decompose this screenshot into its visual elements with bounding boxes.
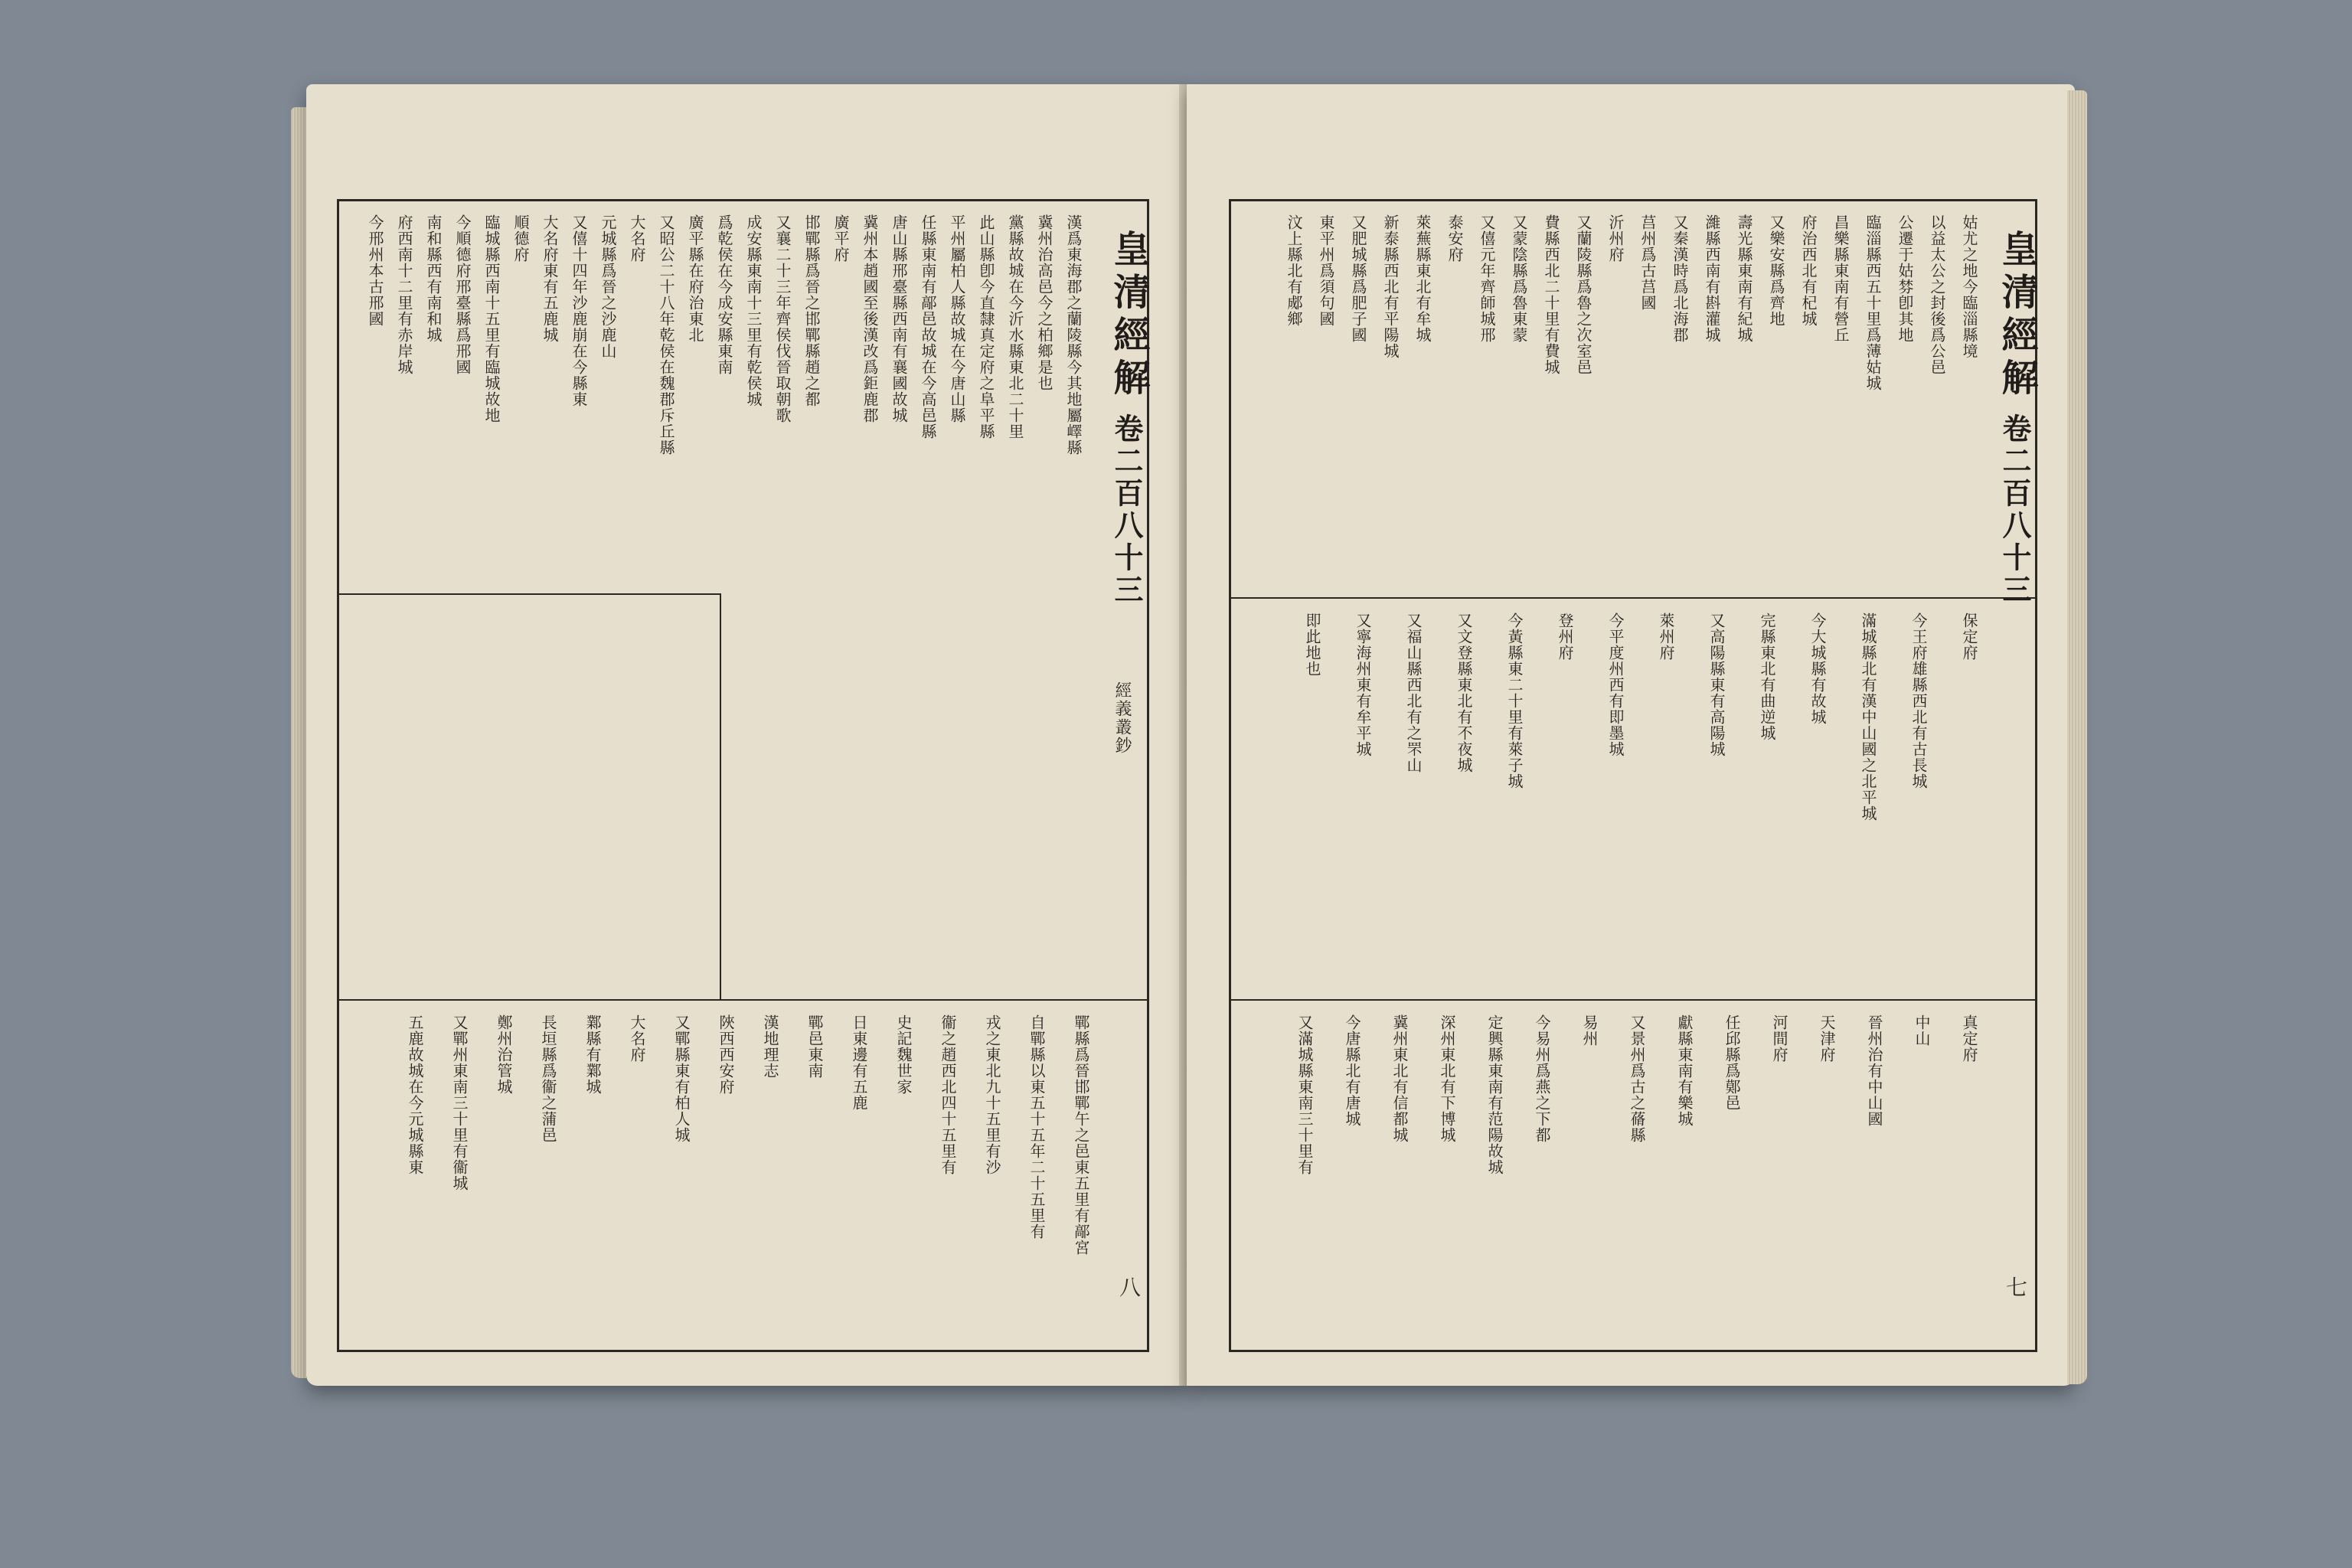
text-column: 莒州爲古莒國 <box>1638 214 1657 311</box>
text-column: 完縣東北有曲逆城 <box>1758 612 1776 741</box>
text-column: 河間府 <box>1770 1014 1788 1063</box>
text-column: 又襄二十三年齊侯伐晉取朝歌 <box>773 214 792 423</box>
text-column: 冀州本趙國至後漢改爲鉅鹿郡 <box>861 214 879 423</box>
text-column: 又蘭陵縣爲魯之次室邑 <box>1574 214 1592 375</box>
text-column: 滿城縣北有漢中山國之北平城 <box>1859 612 1877 822</box>
text-column: 又鄲州東南三十里有衞城 <box>450 1014 469 1191</box>
text-column: 陜西西安府 <box>717 1014 735 1095</box>
text-column: 廣平縣在府治東北 <box>686 214 704 343</box>
right-volume-label: 卷二百八十三 <box>1998 413 2032 606</box>
text-column: 大名府 <box>628 1014 646 1063</box>
right-page-number: 七 <box>2006 1275 2028 1300</box>
text-column: 長垣縣爲衞之蒲邑 <box>539 1014 557 1143</box>
text-column: 深州東北有下博城 <box>1438 1014 1456 1143</box>
right-page-edge <box>2067 90 2087 1384</box>
text-column: 姑尤之地今臨淄縣境 <box>1960 214 1978 359</box>
text-column: 又鄲縣東有柏人城 <box>672 1014 691 1143</box>
text-column: 晉州治有中山國 <box>1865 1014 1883 1127</box>
text-column: 府治西北有杞城 <box>1799 214 1818 327</box>
text-column: 臨淄縣西五十里爲薄姑城 <box>1864 214 1882 391</box>
text-column: 萊蕪縣東北有牟城 <box>1413 214 1432 343</box>
text-column: 成安縣東南十三里有乾侯城 <box>744 214 763 407</box>
text-column: 今順德府邢臺縣爲邢國 <box>453 214 472 375</box>
text-column: 順德府 <box>511 214 530 263</box>
text-column: 又寧海州東有牟平城 <box>1354 612 1372 757</box>
text-column: 平州屬柏人縣故城在今唐山縣 <box>948 214 966 423</box>
text-column: 易州 <box>1580 1014 1599 1047</box>
text-column: 今邢州本古邢國 <box>366 214 384 327</box>
text-column: 東平州爲須句國 <box>1317 214 1335 327</box>
text-column: 又景州爲古之蓨縣 <box>1628 1014 1646 1143</box>
text-column: 今大城縣有故城 <box>1808 612 1827 725</box>
text-column: 泰安府 <box>1446 214 1464 263</box>
text-column: 南和縣西有南和城 <box>424 214 443 343</box>
left-page <box>306 84 1187 1386</box>
text-column: 此山縣卽今直隸真定府之阜平縣 <box>977 214 995 439</box>
text-column: 任邱縣爲鄚邑 <box>1723 1014 1741 1111</box>
text-column: 鄲邑東南 <box>805 1014 824 1079</box>
left-column-divider <box>720 593 721 999</box>
text-column: 又肥城縣爲肥子國 <box>1349 214 1367 343</box>
text-column: 又文登縣東北有不夜城 <box>1455 612 1473 773</box>
text-column: 天津府 <box>1818 1014 1836 1063</box>
text-column: 今王府雄縣西北有古長城 <box>1909 612 1928 789</box>
left-volume-label: 卷二百八十三 <box>1109 413 1144 606</box>
right-book-title: 皇清經解 <box>1995 230 2038 401</box>
text-column: 臨城縣西南十五里有臨城故地 <box>482 214 501 423</box>
text-column: 又樂安縣爲齊地 <box>1767 214 1785 327</box>
text-column: 昌樂縣東南有營丘 <box>1831 214 1850 343</box>
text-column: 即此地也 <box>1303 612 1321 677</box>
text-column: 又昭公二十八年乾侯在魏郡斥丘縣 <box>657 214 675 456</box>
text-column: 日東邊有五鹿 <box>850 1014 868 1111</box>
text-column: 鄭州治管城 <box>495 1014 513 1095</box>
text-column: 沂州府 <box>1606 214 1625 263</box>
text-column: 五鹿故城在今元城縣東 <box>406 1014 424 1175</box>
text-column: 廣平府 <box>831 214 850 263</box>
text-column: 戎之東北九十五里有沙 <box>983 1014 1001 1175</box>
right-band-divider-2 <box>1229 999 2035 1001</box>
text-column: 又滿城縣東南三十里有 <box>1295 1014 1314 1175</box>
text-column: 大名府東有五鹿城 <box>541 214 559 343</box>
text-column: 萊州府 <box>1657 612 1675 661</box>
text-column: 大名府 <box>628 214 646 263</box>
text-column: 汶上縣北有郕鄉 <box>1285 214 1303 327</box>
text-column: 真定府 <box>1960 1014 1978 1063</box>
text-column: 壽光縣東南有紀城 <box>1735 214 1753 343</box>
left-band-divider-2 <box>337 999 1147 1001</box>
right-page <box>1187 84 2075 1386</box>
text-column: 費縣西北二十里有費城 <box>1542 214 1560 375</box>
right-band-divider-1 <box>1229 597 2035 599</box>
text-column: 今平度州西有即墨城 <box>1606 612 1625 757</box>
text-column: 又僖十四年沙鹿崩在今縣東 <box>570 214 588 407</box>
open-book <box>306 84 2075 1439</box>
text-column: 濰縣西南有斟灌城 <box>1703 214 1721 343</box>
left-page-edge <box>291 107 306 1378</box>
text-column: 衞之趙西北四十五里有 <box>939 1014 957 1175</box>
text-column: 又秦漢時爲北海郡 <box>1671 214 1689 343</box>
text-column: 又福山縣西北有之罘山 <box>1404 612 1423 773</box>
text-column: 黨縣故城在今沂水縣東北二十里 <box>1006 214 1024 439</box>
text-column: 今黃縣東二十里有萊子城 <box>1505 612 1524 789</box>
text-column: 保定府 <box>1960 612 1978 661</box>
text-column: 公遷于姑棼卽其地 <box>1896 214 1914 343</box>
text-column: 冀州治高邑今之柏鄉是也 <box>1035 214 1054 391</box>
left-page-number: 八 <box>1119 1275 1142 1300</box>
text-column: 今易州爲燕之下都 <box>1533 1014 1551 1143</box>
text-column: 漢地理志 <box>761 1014 779 1079</box>
text-column: 鄴縣有鄴城 <box>583 1014 602 1095</box>
left-book-title: 皇清經解 <box>1107 230 1150 401</box>
left-collection-label: 經義叢鈔 <box>1112 681 1132 755</box>
text-column: 獻縣東南有樂城 <box>1675 1014 1694 1127</box>
text-column: 邯鄲縣爲晉之邯鄲縣趙之都 <box>802 214 821 407</box>
text-column: 史記魏世家 <box>894 1014 913 1095</box>
text-column: 今唐縣北有唐城 <box>1343 1014 1361 1127</box>
text-column: 鄲縣爲晉邯鄲午之邑東五里有鄗宮 <box>1072 1014 1090 1256</box>
text-column: 又僖元年齊師城邢 <box>1478 214 1496 343</box>
text-column: 漢爲東海郡之蘭陵縣今其地屬嶧縣 <box>1064 214 1083 456</box>
text-column: 又蒙陰縣爲魯東蒙 <box>1510 214 1528 343</box>
text-column: 又高陽縣東有高陽城 <box>1707 612 1726 757</box>
text-column: 元城縣爲晉之沙鹿山 <box>599 214 617 359</box>
left-band-divider-1 <box>337 593 720 595</box>
text-column: 定興縣東南有范陽故城 <box>1485 1014 1504 1175</box>
text-column: 任縣東南有鄗邑故城在今高邑縣 <box>919 214 937 439</box>
text-column: 新泰縣西北有平陽城 <box>1381 214 1400 359</box>
text-column: 中山 <box>1913 1014 1931 1047</box>
text-column: 爲乾侯在今成安縣東南 <box>715 214 733 375</box>
text-column: 以益太公之封後爲公邑 <box>1928 214 1946 375</box>
text-column: 府西南十二里有赤岸城 <box>395 214 413 375</box>
text-column: 冀州東北有信都城 <box>1390 1014 1409 1143</box>
text-column: 自鄲縣以東五十五年二十五里有 <box>1027 1014 1046 1240</box>
text-column: 唐山縣邢臺縣西南有襄國故城 <box>890 214 908 423</box>
text-column: 登州府 <box>1556 612 1574 661</box>
